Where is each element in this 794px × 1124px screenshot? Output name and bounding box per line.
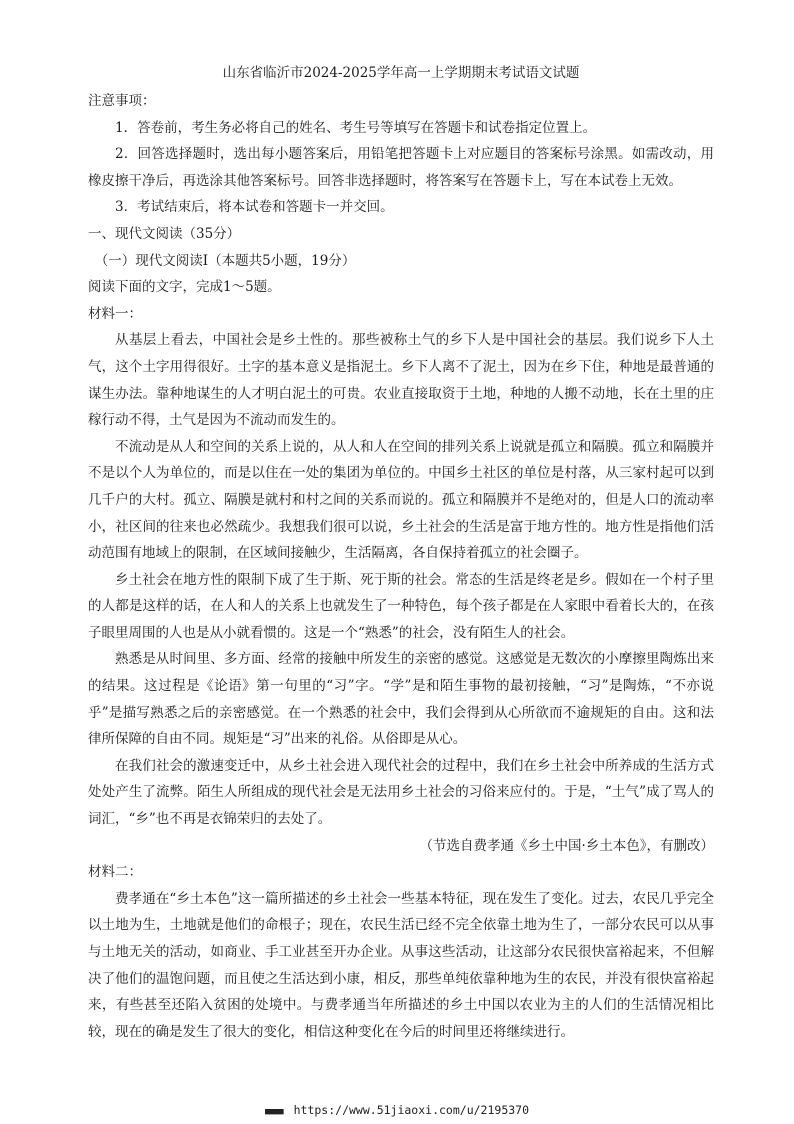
notice-item-2: 2．回答选择题时，选出每小题答案后，用铅笔把答题卡上对应题目的答案标号涂黑。如需改动，用橡皮擦干净后，再选涂其他答案标号。回答非选择题时，将答案写在答题卡上，写在本试卷上无效。 (88, 146, 714, 189)
material1-label: 材料一： (88, 305, 142, 322)
material1-paragraph-3: 乡土社会在地方性的限制下成了生于斯、死于斯的社会。常态的生活是终老是乡。假如在一个村子里的人都是这样的话，在人和人的关系上也就发生了一种特色，每个孩子都是在人家眼中看着长大的，在孩子眼里周围的人也是从小就看惯的。这是一个“熟悉”的社会，没有陌生人的社会。 (88, 571, 714, 641)
footer (0, 1103, 794, 1117)
notice-item-3: 3．考试结束后，将本试卷和答题卡一并交回。 (115, 199, 394, 216)
footer-url-link[interactable]: https://www.51jiaoxi.com/u/2195370 (293, 1103, 530, 1117)
material1-paragraph-5: 在我们社会的激速变迁中，从乡土社会进入现代社会的过程中，我们在乡土社会中所养成的生活方式处处产生了流弊。陌生人所组成的现代社会是无法用乡土社会的习俗来应付的。于是，“土气”成了骂人的词汇，“乡”也不再是衣锦荣归的去处了。 (88, 757, 714, 828)
material1-paragraph-1: 从基层上看去，中国社会是乡土性的。那些被称土气的乡下人是中国社会的基层。我们说乡下人土气，这个土字用得很好。土字的基本意义是指泥土。乡下人离不了泥土，因为在乡下住，种地是最普通的谋生办法。靠种地谋生的人才明白泥土的可贵。农业直接取资于土地，种地的人搬不动地，长在土里的庄稼行动不得，土气是因为不流动而发生的。 (88, 332, 714, 429)
exam-page (88, 64, 714, 1045)
material1-paragraph-2: 不流动是从人和空间的关系上说的，从人和人在空间的排列关系上说就是孤立和隔膜。孤立和隔膜并不是以个人为单位的，而是以住在一处的集团为单位的。中国乡土社区的单位是村落，从三家村起可以到几千户的大村。孤立、隔膜是就村和村之间的关系而说的。孤立和隔膜并不是绝对的，但是人口的流动率小，社区间的往来也必然疏少。我想我们很可以说，乡土社会的生活是富于地方性的。地方性是指他们活动范围有地域上的限制，在区域间接触少，生活隔离，各自保持着孤立的社会圈子。 (88, 438, 714, 562)
footer-logo-mark: ■■■■ (264, 1107, 283, 1117)
notice-item-1: 1．答卷前，考生务必将自己的姓名、考生号等填写在答题卡和试卷指定位置上。 (115, 119, 597, 136)
notice-heading: 注意事项： (88, 93, 156, 109)
material1-source: （节选自费孝通《乡土中国·乡土本色》，有删改） (419, 837, 714, 854)
material1-paragraph-4: 熟悉是从时间里、多方面、经常的接触中所发生的亲密的感觉。这感觉是无数次的小摩擦里陶炼出来的结果。这过程是《论语》第一句里的“习”字。“学”是和陌生事物的最初接触，“习”是陶炼，“不亦说乎”是描写熟悉之后的亲密感觉。在一个熟悉的社会中，我们会得到从心所欲而不逾规矩的自由。这和法律所保障的自由不同。规矩是“习”出来的礼俗。从俗即是从心。 (88, 651, 714, 748)
section-heading: 一、现代文阅读（35分） (88, 225, 241, 242)
material2-label: 材料二： (88, 864, 142, 881)
material2-paragraph-1: 费孝通在“乡土本色”这一篇所描述的乡土社会一些基本特征，现在发生了变化。过去，农民几乎完全以土地为生，土地就是他们的命根子；现在，农民生活已经不完全依靠土地为生了，一部分农民可以从事与土地无关的活动，如商业、手工业甚至开办企业。从事这些活动，让这部分农民很快富裕起来，不但解决了他们的温饱问题，而且使之生活达到小康，相反，那些单纯依靠种地为生的农民，并没有很快富裕起来，有些甚至还陷入贫困的处境中。与费孝通当年所描述的乡土中国以农业为主的人们的生活情况相比较，现在的确是发生了很大的变化，相信这种变化在今后的时间里还将继续进行。 (88, 890, 714, 1040)
section-subheading: （一）现代文阅读Ⅰ（本题共5小题，19分） (94, 252, 356, 269)
exam-title: 山东省临沂市2024-2025学年高一上学期期末考试语文试题 (222, 65, 580, 81)
section-instruction: 阅读下面的文字，完成1～5题。 (88, 279, 281, 296)
